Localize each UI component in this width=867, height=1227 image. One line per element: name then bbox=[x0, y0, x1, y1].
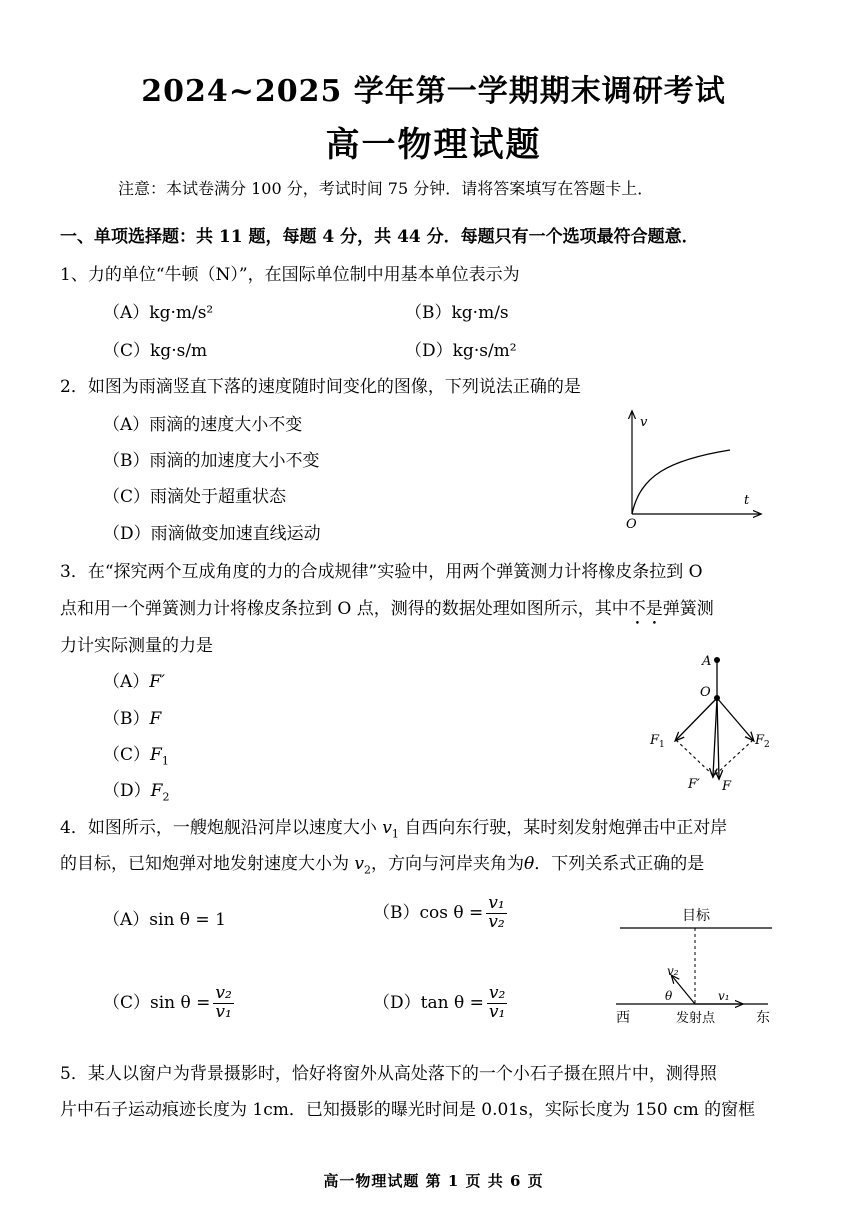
label-o: O bbox=[700, 685, 711, 700]
q4-option-c bbox=[103, 985, 234, 1022]
q3-a-value: F′ bbox=[149, 672, 165, 692]
q4-c-den: v₁ bbox=[215, 1001, 232, 1022]
q3-option-c bbox=[103, 740, 169, 767]
q4-river-diagram bbox=[610, 900, 780, 1028]
q4-s1a: 4．如图所示，一艘炮舰沿河岸以速度大小 bbox=[60, 818, 383, 838]
q3-d-sub: 2 bbox=[162, 790, 170, 804]
q3-c-sub: 1 bbox=[161, 754, 169, 768]
q4-c-label: （C） bbox=[103, 992, 151, 1013]
subject-title: 高一物理试题 bbox=[325, 125, 542, 165]
q3-force-diagram bbox=[640, 648, 780, 796]
q4-d-fn: tan θ = bbox=[420, 992, 484, 1013]
q1-option-d: （D）kg·s/m² bbox=[405, 341, 517, 361]
label-a: A bbox=[702, 654, 712, 669]
f1-dashed bbox=[676, 740, 714, 776]
q4-b-num: v₁ bbox=[488, 893, 505, 913]
q4-s1v: v bbox=[382, 818, 392, 838]
t-axis-label: t bbox=[744, 493, 750, 508]
q3-b-value: F bbox=[149, 709, 162, 729]
q2-option-b: （B）雨滴的加速度大小不变 bbox=[103, 451, 320, 471]
q3-stem-line2 bbox=[60, 594, 714, 629]
v2-arrow bbox=[672, 976, 695, 1004]
q3-stem-line1-text: 3．在“探究两个互成角度的力的合成规律”实验中，用两个弹簧测力计将橡皮条拉到 O bbox=[60, 562, 703, 582]
velocity-curve bbox=[632, 450, 730, 514]
q3-option-d bbox=[103, 776, 169, 803]
q1-option-a: （A）kg·m/s² bbox=[103, 303, 214, 323]
q4-option-b bbox=[373, 895, 507, 932]
label-v1: v₁ bbox=[718, 989, 730, 1003]
q4-s1b: 自西向东行驶，某时刻发射炮弹击中正对岸 bbox=[398, 818, 728, 838]
q4-b-den: v₂ bbox=[488, 911, 505, 932]
page-footer: 高一物理试题 第 1 页 共 6 页 bbox=[323, 1172, 544, 1190]
q4-d-den: v₁ bbox=[488, 1001, 506, 1022]
label-f: F bbox=[722, 779, 732, 794]
f-arrow bbox=[717, 698, 719, 778]
q4-a-label: （A） bbox=[103, 910, 150, 930]
q4-b-label: （B） bbox=[373, 902, 420, 923]
q2-stem: 2．如图为雨滴竖直下落的速度随时间变化的图像，下列说法正确的是 bbox=[60, 377, 581, 397]
label-launch-point: 发射点 bbox=[676, 1011, 716, 1026]
exam-notice: 注意：本试卷满分 100 分，考试时间 75 分钟．请将答案填写在答题卡上． bbox=[118, 179, 654, 198]
f-prime-arrow bbox=[713, 698, 717, 776]
q4-a-expr: sin θ = 1 bbox=[149, 910, 226, 930]
origin-label: O bbox=[626, 517, 637, 530]
q3-emphasis: 不是 bbox=[628, 599, 663, 619]
q4-d-fraction bbox=[487, 985, 507, 1022]
label-f-prime: F′ bbox=[688, 777, 700, 792]
q4-option-a bbox=[103, 905, 226, 930]
q4-c-num: v₂ bbox=[215, 983, 232, 1003]
q3-d-label: （D） bbox=[103, 781, 151, 801]
q4-stem-line1 bbox=[60, 813, 727, 840]
q2-vt-graph bbox=[618, 404, 768, 530]
q3-stem-line2-c: 弹簧测 bbox=[662, 599, 714, 619]
q2-option-d: （D）雨滴做变加速直线运动 bbox=[103, 524, 321, 544]
q4-d-num: v₂ bbox=[488, 983, 506, 1003]
f2-arrow bbox=[717, 698, 753, 740]
label-f1: $F_1$ bbox=[650, 733, 665, 750]
q1-option-c: （C）kg·s/m bbox=[103, 341, 208, 361]
q4-option-d bbox=[373, 985, 507, 1022]
q3-stem-line1 bbox=[60, 557, 703, 582]
q4-d-label: （D） bbox=[373, 992, 421, 1013]
q3-option-b bbox=[103, 704, 161, 729]
label-f2: $F_2$ bbox=[755, 733, 770, 750]
q4-b-fraction bbox=[486, 895, 506, 932]
f2-dashed bbox=[714, 740, 753, 776]
q4-b-fn: cos θ = bbox=[419, 902, 484, 923]
label-theta: θ bbox=[665, 989, 673, 1003]
q4-s2vsub: 2 bbox=[364, 863, 372, 877]
q3-stem-line3: 力计实际测量的力是 bbox=[60, 636, 213, 656]
q3-c-value: F bbox=[150, 745, 162, 765]
q2-option-a: （A）雨滴的速度大小不变 bbox=[103, 415, 303, 435]
q4-s2a: 的目标，已知炮弹对地发射速度大小为 bbox=[60, 854, 355, 874]
q3-c-label: （C） bbox=[103, 745, 151, 765]
label-v2: v₂ bbox=[667, 964, 679, 978]
q4-c-fraction bbox=[213, 985, 233, 1022]
label-east: 东 bbox=[756, 1010, 770, 1026]
q1-option-b: （B）kg·m/s bbox=[405, 303, 509, 323]
label-west: 西 bbox=[616, 1010, 630, 1026]
q2-option-c: （C）雨滴处于超重状态 bbox=[103, 487, 287, 507]
f1-arrow bbox=[676, 698, 717, 740]
q5-line2: 片中石子运动痕迹长度为 1cm．已知摄影的曝光时间是 0.01s，实际长度为 150 cm 的窗框 bbox=[60, 1100, 756, 1120]
label-target: 目标 bbox=[682, 908, 710, 924]
q4-s2c: ．下列关系式正确的是 bbox=[534, 854, 705, 874]
q1-stem: 1、力的单位“牛顿（N）”，在国际单位制中用基本单位表示为 bbox=[60, 265, 520, 285]
q4-stem-line2 bbox=[60, 849, 704, 876]
section-heading: 一、单项选择题：共 11 题，每题 4 分，共 44 分．每题只有一个选项最符合题意． bbox=[60, 227, 699, 247]
q3-b-label: （B） bbox=[103, 709, 150, 729]
exam-title: 2024~2025 学年第一学期期末调研考试 bbox=[141, 74, 726, 109]
q3-stem-line2-a: 点和用一个弹簧测力计将橡皮条拉到 O 点，测得的数据处理如图所示，其中 bbox=[60, 599, 629, 619]
q3-option-a bbox=[103, 667, 165, 692]
q3-d-value: F bbox=[150, 781, 163, 801]
q4-s2theta: θ bbox=[524, 854, 535, 874]
q4-c-fn: sin θ = bbox=[150, 992, 211, 1013]
q4-s2b: ，方向与河岸夹角为 bbox=[371, 854, 525, 874]
q4-s2v: v bbox=[354, 854, 365, 874]
q3-a-label: （A） bbox=[103, 672, 150, 692]
v-axis-label: v bbox=[640, 415, 648, 430]
q5-line1: 5．某人以窗户为背景摄影时，恰好将窗外从高处落下的一个小石子摄在照片中，测得照 bbox=[60, 1064, 717, 1084]
q4-s1vsub: 1 bbox=[391, 827, 399, 841]
